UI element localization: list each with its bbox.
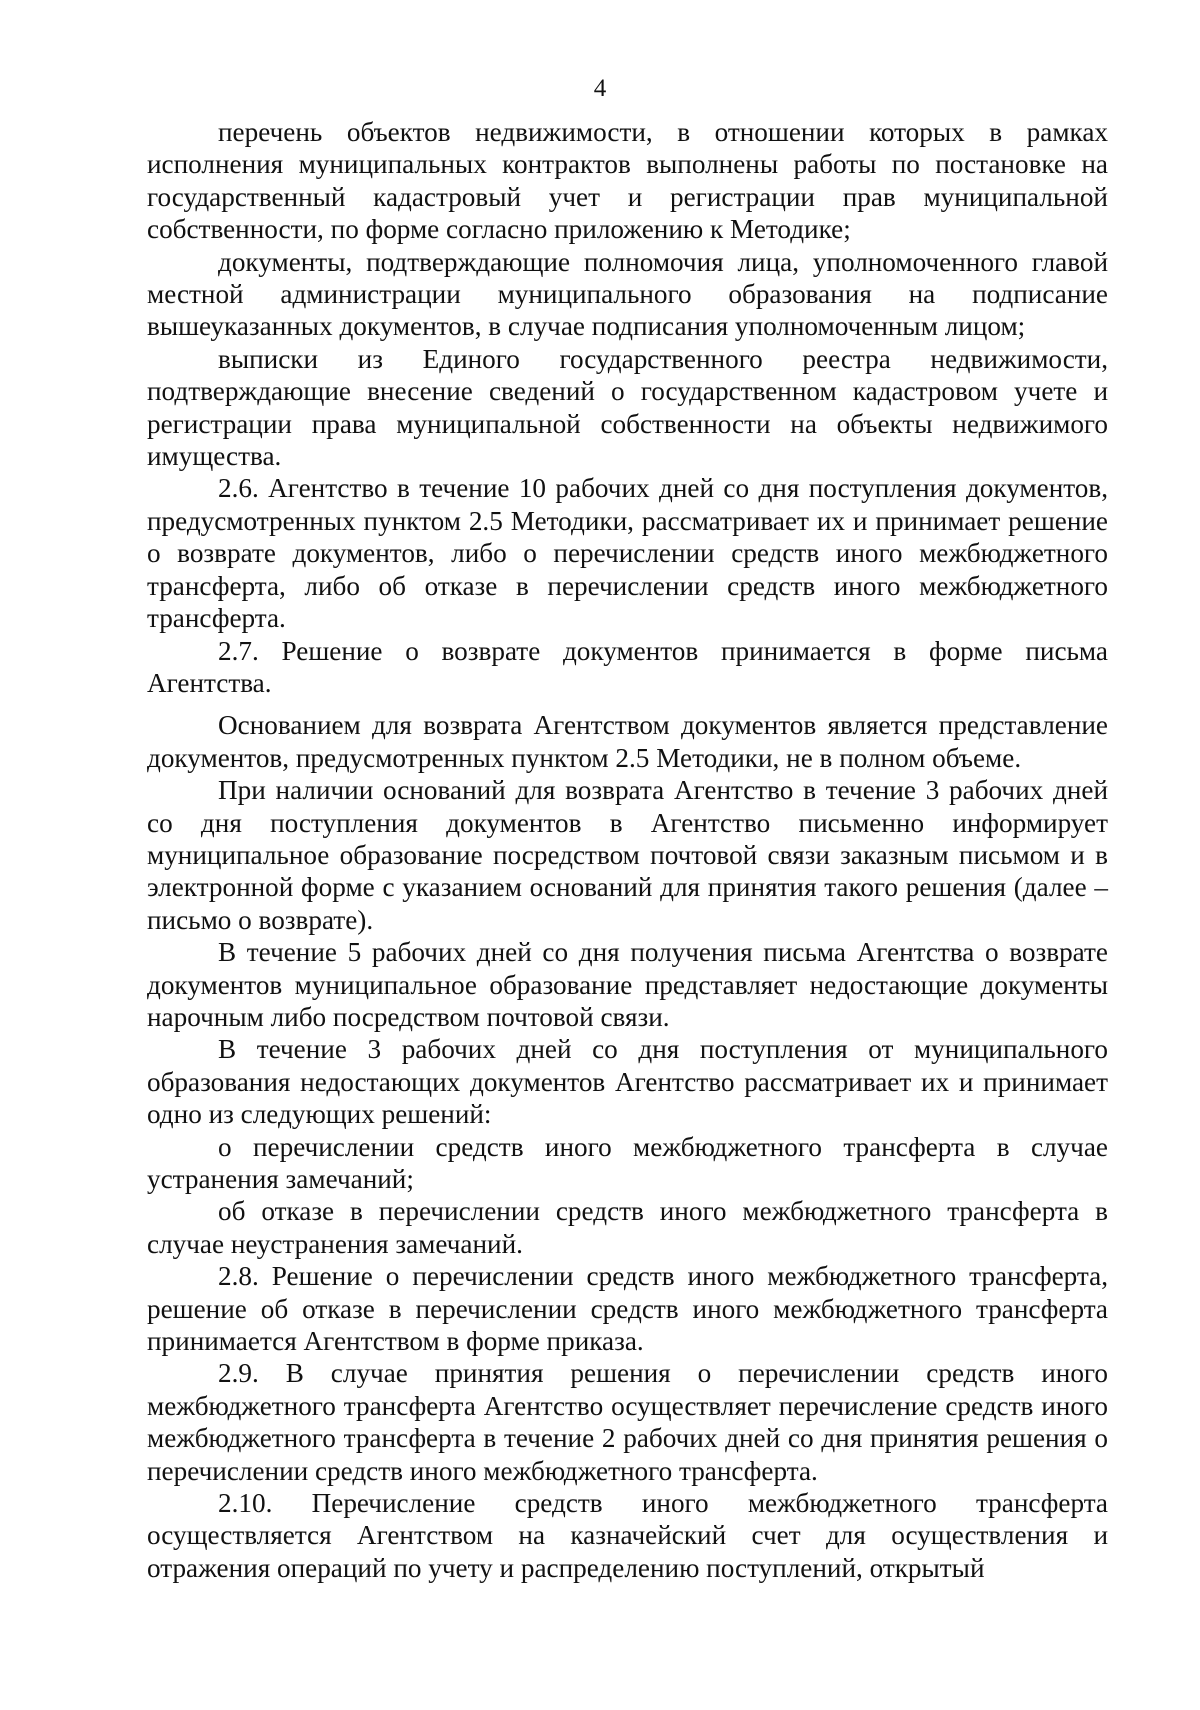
paragraph-registry-extracts: выписки из Единого государственного реестра недвижимости, подтверждающие внесение сведений о государственном кадастровом учете и регистрации права муниципальной собственности на объекты недвижимого имущества.	[147, 343, 1108, 472]
paragraph-decision-review: В течение 3 рабочих дней со дня поступления от муниципального образования недостающих документов Агентство рассматривает их и принимает одно из следующих решений:	[147, 1034, 1108, 1130]
paragraph-2-10: 2.10. Перечисление средств иного межбюджетного трансферта осуществляется Агентством на казначейский счет для осуществления и отражения операций по учету и распределению поступлений, открытый	[147, 1488, 1108, 1583]
page-number: 4	[593, 75, 607, 102]
paragraph-return-grounds: Основанием для возврата Агентством документов является представление документов, предусмотренных пунктом 2.5 Методики, не в полном объеме.	[147, 710, 1108, 773]
paragraph-2-7: 2.7. Решение о возврате документов принимается в форме письма Агентства.	[147, 635, 1108, 698]
paragraph-2-8: 2.8. Решение о перечислении средств иного межбюджетного трансферта, решение об отказе в перечислении средств иного межбюджетного трансферта принимается Агентством в форме приказа.	[147, 1261, 1108, 1357]
paragraph-real-estate-list: перечень объектов недвижимости, в отношении которых в рамках исполнения муниципальных контрактов выполнены работы по постановке на государственный кадастровый учет и регистрации прав муниципальной собственности, по форме согласно приложению к Методике;	[147, 117, 1108, 245]
paragraph-decision-transfer: о перечислении средств иного межбюджетного трансферта в случае устранения замечаний;	[147, 1131, 1108, 1194]
document-body	[147, 116, 1108, 1584]
paragraph-decision-refusal: об отказе в перечислении средств иного межбюджетного трансферта в случае неустранения замечаний.	[147, 1196, 1108, 1259]
paragraph-2-6: 2.6. Агентство в течение 10 рабочих дней со дня поступления документов, предусмотренных пунктом 2.5 Методики, рассматривает их и принимает решение о возврате документов, либо о перечислении средств иного межбюджетного трансферта, либо об отказе в перечислении средств иного межбюджетного трансферта.	[147, 473, 1108, 634]
paragraph-missing-documents: В течение 5 рабочих дней со дня получения письма Агентства о возврате документов муниципальное образование представляет недостающие документы нарочным либо посредством почтовой связи.	[147, 937, 1108, 1032]
paragraph-2-9: 2.9. В случае принятия решения о перечислении средств иного межбюджетного трансферта Агентство осуществляет перечисление средств иного межбюджетного трансферта в течение 2 рабочих дней со дня принятия решения о перечислении средств иного межбюджетного трансферта.	[147, 1358, 1108, 1486]
paragraph-return-notice: При наличии оснований для возврата Агентство в течение 3 рабочих дней со дня поступления документов в Агентство письменно информирует муниципальное образование посредством почтовой связи заказным письмом и в электронной форме с указанием оснований для принятия такого решения (далее – письмо о возврате).	[147, 775, 1108, 935]
paragraph-authority-documents: документы, подтверждающие полномочия лица, уполномоченного главой местной администрации муниципального образования на подписание вышеуказанных документов, в случае подписания уполномоченным лицом;	[147, 246, 1108, 342]
